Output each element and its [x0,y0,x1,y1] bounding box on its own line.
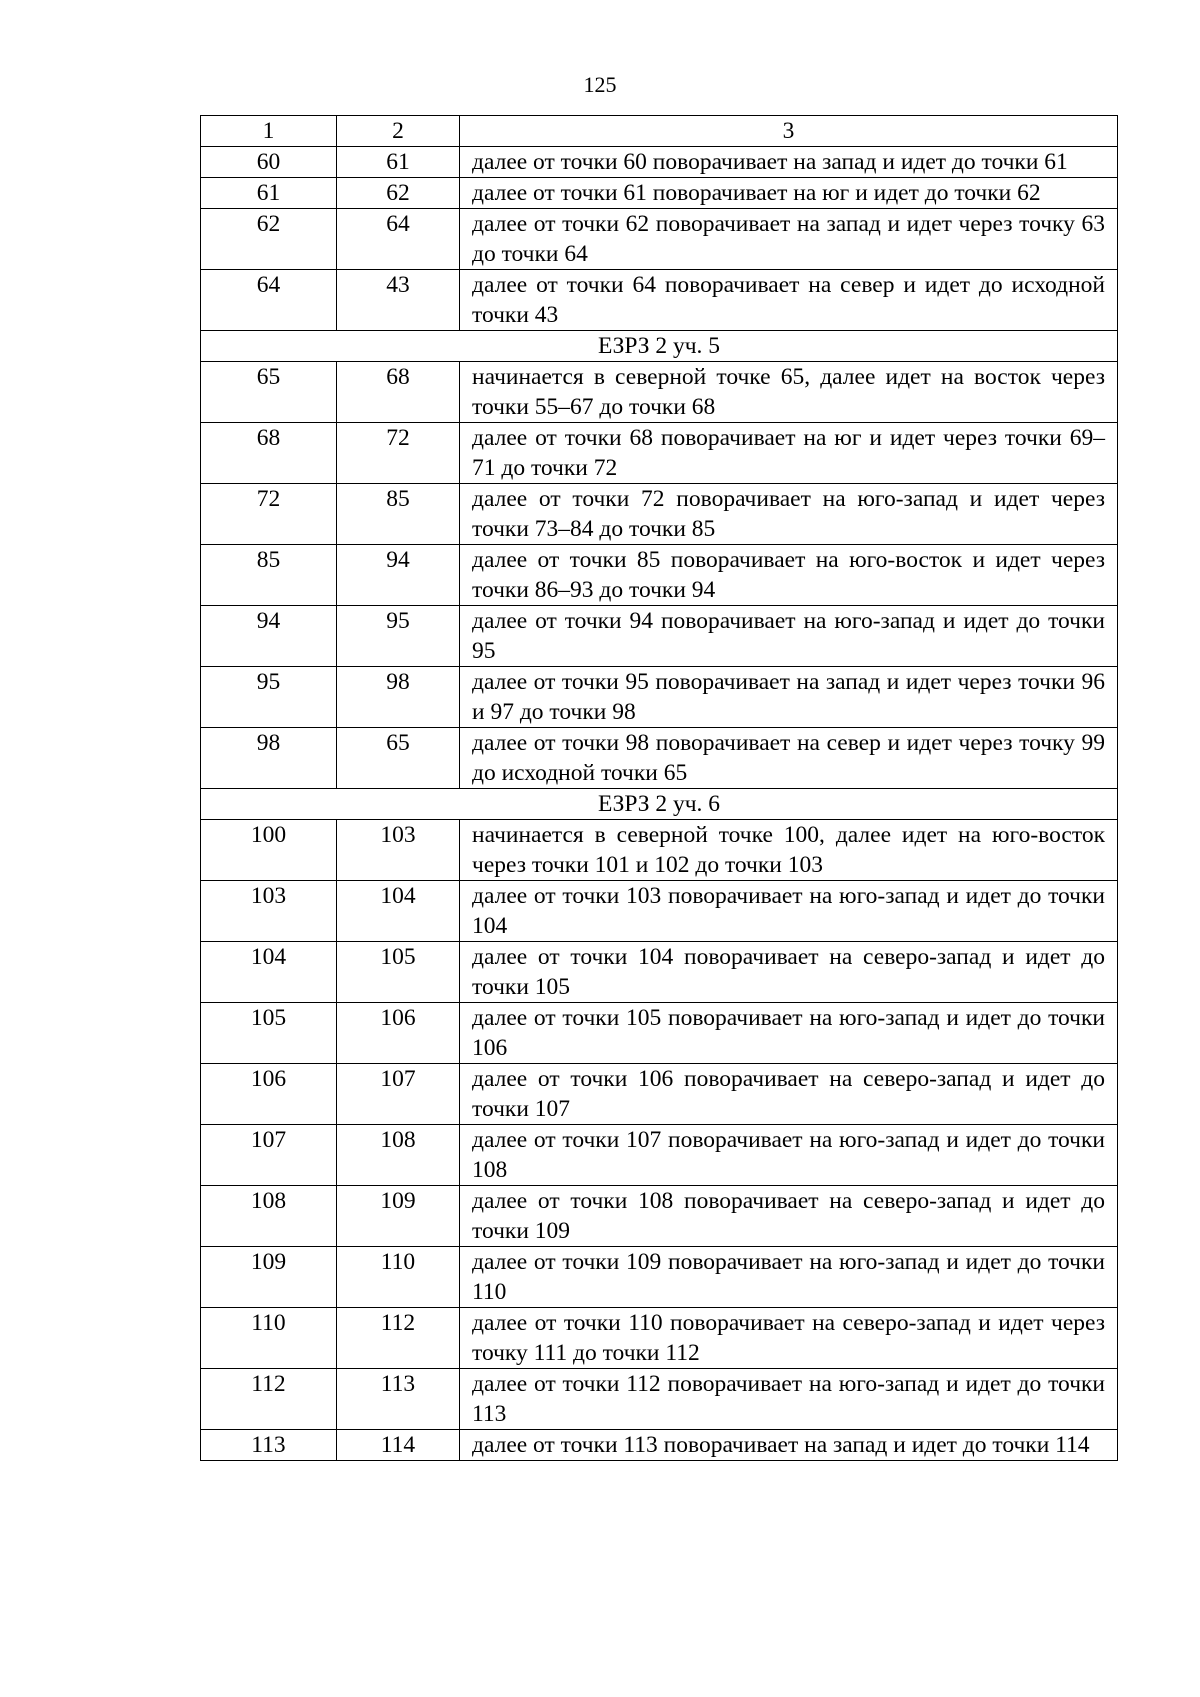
cell-to-point: 105 [337,942,460,1003]
cell-description: далее от точки 109 поворачивает на юго-запад и идет до точки 110 [460,1247,1118,1308]
table-row [201,147,1118,178]
section-title: ЕЗРЗ 2 уч. 6 [201,789,1118,820]
cell-to-point: 113 [337,1369,460,1430]
cell-from-point: 85 [201,545,337,606]
cell-from-point: 65 [201,362,337,423]
table-row [201,545,1118,606]
cell-to-point: 108 [337,1125,460,1186]
cell-from-point: 113 [201,1430,337,1461]
table-row [201,178,1118,209]
table-row [201,728,1118,789]
cell-to-point: 110 [337,1247,460,1308]
cell-description: далее от точки 108 поворачивает на северо-запад и идет до точки 109 [460,1186,1118,1247]
cell-from-point: 103 [201,881,337,942]
cell-description: начинается в северной точке 100, далее идет на юго-восток через точки 101 и 102 до точки 103 [460,820,1118,881]
cell-to-point: 43 [337,270,460,331]
cell-to-point: 106 [337,1003,460,1064]
cell-to-point: 98 [337,667,460,728]
section-row [201,789,1118,820]
table-row [201,1186,1118,1247]
cell-to-point: 112 [337,1308,460,1369]
section-row [201,331,1118,362]
table-row [201,1308,1118,1369]
cell-to-point: 85 [337,484,460,545]
header-col-1: 1 [201,116,337,147]
cell-description: далее от точки 112 поворачивает на юго-запад и идет до точки 113 [460,1369,1118,1430]
cell-from-point: 105 [201,1003,337,1064]
cell-to-point: 107 [337,1064,460,1125]
cell-from-point: 72 [201,484,337,545]
cell-from-point: 100 [201,820,337,881]
table-body [201,147,1118,1461]
table-row [201,484,1118,545]
table-row [201,1003,1118,1064]
cell-description: далее от точки 94 поворачивает на юго-запад и идет до точки 95 [460,606,1118,667]
cell-from-point: 61 [201,178,337,209]
header-col-3: 3 [460,116,1118,147]
cell-description: далее от точки 72 поворачивает на юго-запад и идет через точки 73–84 до точки 85 [460,484,1118,545]
table-row [201,942,1118,1003]
cell-from-point: 110 [201,1308,337,1369]
cell-description: далее от точки 98 поворачивает на север и идет через точку 99 до исходной точки 65 [460,728,1118,789]
table-row [201,362,1118,423]
table-row [201,606,1118,667]
cell-description: далее от точки 113 поворачивает на запад и идет до точки 114 [460,1430,1118,1461]
cell-from-point: 62 [201,209,337,270]
page-number: 125 [583,72,617,97]
cell-to-point: 94 [337,545,460,606]
cell-to-point: 103 [337,820,460,881]
cell-description: далее от точки 68 поворачивает на юг и идет через точки 69–71 до точки 72 [460,423,1118,484]
cell-from-point: 104 [201,942,337,1003]
cell-description: далее от точки 110 поворачивает на северо-запад и идет через точку 111 до точки 112 [460,1308,1118,1369]
table-row [201,667,1118,728]
cell-from-point: 95 [201,667,337,728]
cell-to-point: 65 [337,728,460,789]
cell-to-point: 68 [337,362,460,423]
cell-from-point: 64 [201,270,337,331]
table-row [201,1369,1118,1430]
cell-from-point: 60 [201,147,337,178]
cell-from-point: 112 [201,1369,337,1430]
table-header-row [201,116,1118,147]
cell-to-point: 61 [337,147,460,178]
cell-from-point: 106 [201,1064,337,1125]
cell-description: далее от точки 60 поворачивает на запад и идет до точки 61 [460,147,1118,178]
cell-from-point: 98 [201,728,337,789]
section-title: ЕЗРЗ 2 уч. 5 [201,331,1118,362]
cell-description: далее от точки 62 поворачивает на запад и идет через точку 63 до точки 64 [460,209,1118,270]
cell-to-point: 114 [337,1430,460,1461]
cell-description: далее от точки 107 поворачивает на юго-запад и идет до точки 108 [460,1125,1118,1186]
cell-to-point: 95 [337,606,460,667]
table-row [201,1125,1118,1186]
table-row [201,423,1118,484]
cell-to-point: 62 [337,178,460,209]
cell-to-point: 72 [337,423,460,484]
cell-from-point: 107 [201,1125,337,1186]
table-row [201,1064,1118,1125]
table-row [201,270,1118,331]
table-row [201,820,1118,881]
boundary-table [200,115,1118,1461]
cell-description: далее от точки 106 поворачивает на северо-запад и идет до точки 107 [460,1064,1118,1125]
cell-to-point: 109 [337,1186,460,1247]
cell-description: далее от точки 104 поворачивает на северо-запад и идет до точки 105 [460,942,1118,1003]
cell-description: далее от точки 64 поворачивает на север и идет до исходной точки 43 [460,270,1118,331]
header-col-2: 2 [337,116,460,147]
cell-description: далее от точки 85 поворачивает на юго-восток и идет через точки 86–93 до точки 94 [460,545,1118,606]
table-row [201,1247,1118,1308]
cell-description: далее от точки 105 поворачивает на юго-запад и идет до точки 106 [460,1003,1118,1064]
cell-from-point: 68 [201,423,337,484]
cell-description: далее от точки 61 поворачивает на юг и идет до точки 62 [460,178,1118,209]
cell-to-point: 64 [337,209,460,270]
cell-from-point: 109 [201,1247,337,1308]
table-row [201,1430,1118,1461]
cell-description: далее от точки 103 поворачивает на юго-запад и идет до точки 104 [460,881,1118,942]
cell-description: далее от точки 95 поворачивает на запад и идет через точки 96 и 97 до точки 98 [460,667,1118,728]
table-row [201,881,1118,942]
table-row [201,209,1118,270]
cell-description: начинается в северной точке 65, далее идет на восток через точки 55–67 до точки 68 [460,362,1118,423]
cell-from-point: 94 [201,606,337,667]
cell-from-point: 108 [201,1186,337,1247]
cell-to-point: 104 [337,881,460,942]
